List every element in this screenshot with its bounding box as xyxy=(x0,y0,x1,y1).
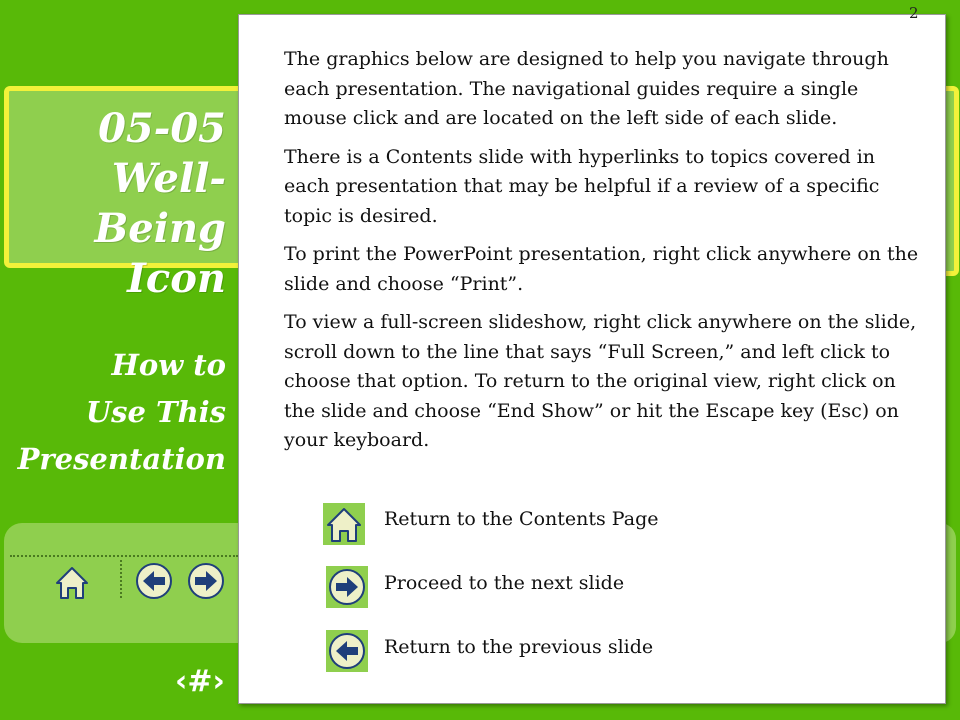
slide-subtitle xyxy=(0,342,226,483)
slide-title xyxy=(0,104,226,304)
legend-item-previous xyxy=(322,630,822,674)
arrow-left-icon[interactable] xyxy=(326,630,368,676)
instruction-paragraph: The graphics below are designed to help you navigate through each presentation. The navigational guides require a single mouse click and are located on the left side of each slide. xyxy=(284,48,889,129)
page-number: 2 xyxy=(909,4,919,22)
arrow-right-icon[interactable] xyxy=(326,566,368,612)
arrow-right-icon[interactable] xyxy=(187,562,225,604)
legend-item-contents xyxy=(322,502,822,546)
subtitle-line: Use This xyxy=(85,395,226,429)
arrow-left-icon[interactable] xyxy=(135,562,173,604)
instruction-paragraph: To view a full-screen slideshow, right click anywhere on the slide, scroll down to the line that says “Full Screen,” and left click to choose that option. To return to the original view, right click on the slide and choose “End Show” or hit the Escape key (Esc) on your keyboard. xyxy=(284,311,917,451)
subtitle-line: How to xyxy=(111,348,226,382)
legend-item-next xyxy=(322,566,822,610)
divider xyxy=(10,555,238,557)
legend-label: Return to the Contents Page xyxy=(384,508,659,530)
home-icon[interactable] xyxy=(52,562,92,606)
title-line: 05-05 xyxy=(98,105,226,152)
slide-number: ‹#› xyxy=(175,664,225,699)
subtitle-line: Presentation xyxy=(17,442,226,476)
legend-label: Proceed to the next slide xyxy=(384,572,625,594)
divider xyxy=(120,560,122,598)
instruction-paragraph: To print the PowerPoint presentation, right click anywhere on the slide and choose “Print”. xyxy=(284,243,919,295)
instruction-paragraph: There is a Contents slide with hyperlinks to topics covered in each presentation that may be helpful if a review of a specific topic is desired. xyxy=(284,145,880,227)
instructions xyxy=(284,45,924,465)
legend-label: Return to the previous slide xyxy=(384,636,654,658)
home-icon[interactable] xyxy=(322,502,366,550)
title-line: Well-Being xyxy=(94,155,226,252)
title-line: Icon xyxy=(127,255,226,302)
